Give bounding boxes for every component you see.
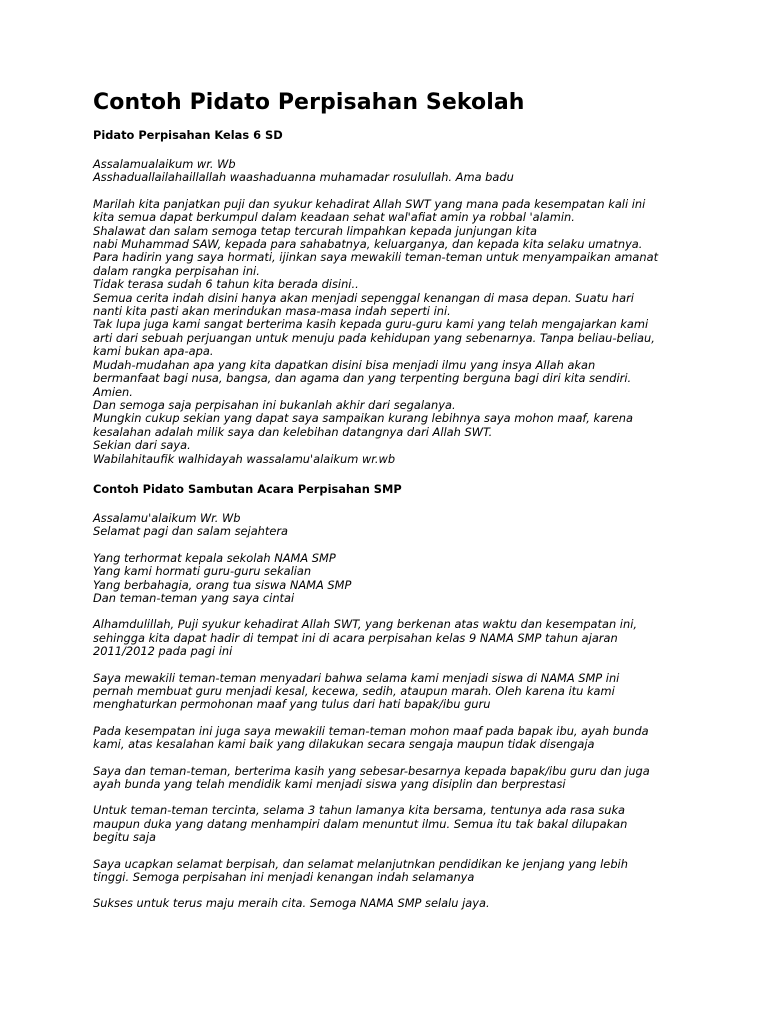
text-line: Yang terhormat kepala sekolah NAMA SMP — [93, 550, 336, 565]
text-line: Yang kami hormati guru-guru sekalian — [93, 564, 312, 579]
text-line: Asshaduallailahaillallah waashaduanna muhamadar rosulullah. Ama badu — [93, 170, 514, 185]
text-line: sehingga kita dapat hadir di tempat ini di acara perpisahan kelas 9 NAMA SMP tahun ajaran — [93, 630, 618, 645]
text-line: Wabilahitaufik walhidayah wassalamu'alaikum wr.wb — [93, 451, 396, 466]
text-line: Pada kesempatan ini juga saya mewakili teman-teman mohon maaf pada bapak ibu, ayah bunda — [93, 723, 649, 738]
section-heading-kelas-6-sd: Pidato Perpisahan Kelas 6 SD — [93, 128, 283, 142]
text-line: Mudah-mudahan apa yang kita dapatkan disini bisa menjadi ilmu yang insya Allah akan — [93, 357, 596, 372]
text-line: kesalahan adalah milik saya dan kelebihan datangnya dari Allah SWT. — [93, 424, 493, 439]
paragraph — [93, 725, 693, 752]
document-title: Contoh Pidato Perpisahan Sekolah — [93, 90, 525, 115]
text-line: dalam rangka perpisahan ini. — [93, 263, 260, 278]
text-line: Amien. — [93, 384, 133, 399]
text-line: Tak lupa juga kami sangat berterima kasih kepada guru-guru kami yang telah mengajarkan kami — [93, 317, 649, 332]
paragraph — [93, 618, 693, 658]
text-line: Yang berbahagia, orang tua siswa NAMA SMP — [93, 577, 352, 592]
paragraph — [93, 672, 693, 712]
text-line: ayah bunda yang telah mendidik kami menjadi siswa yang disiplin dan berprestasi — [93, 777, 566, 792]
text-line: Saya dan teman-teman, berterima kasih yang sebesar-besarnya kepada bapak/ibu guru dan juga — [93, 763, 650, 778]
text-line: Tidak terasa sudah 6 tahun kita berada disini.. — [93, 277, 359, 292]
paragraph — [93, 897, 693, 910]
text-line: maupun duka yang datang menhampiri dalam menuntut ilmu. Semua itu tak bakal dilupakan — [93, 816, 628, 831]
paragraph — [93, 765, 693, 792]
text-line: kita semua dapat berkumpul dalam keadaan sehat wal'afiat amin ya robbal 'alamin. — [93, 210, 575, 225]
speech-body-kelas-6-sd — [93, 158, 693, 466]
text-line: menghaturkan permohonan maaf yang tulus dari hati bapak/ibu guru — [93, 697, 491, 712]
paragraph — [93, 158, 693, 185]
text-line: nabi Muhammad SAW, kepada para sahabatnya, keluarganya, dan kepada kita selaku umatnya. — [93, 237, 643, 252]
paragraph — [93, 858, 693, 885]
speech-body-smp — [93, 512, 693, 911]
text-line: kami bukan apa-apa. — [93, 344, 214, 359]
section-heading-smp: Contoh Pidato Sambutan Acara Perpisahan SMP — [93, 481, 402, 496]
text-line: Dan teman-teman yang saya cintai — [93, 590, 295, 605]
document-page — [93, 90, 693, 911]
text-line: tinggi. Semoga perpisahan ini menjadi kenangan indah selamanya — [93, 870, 475, 885]
text-line: pernah membuat guru menjadi kesal, kecewa, sedih, ataupun marah. Oleh karena itu kami — [93, 684, 615, 698]
text-line: Mungkin cukup sekian yang dapat saya sampaikan kurang lebihnya saya mohon maaf, karena — [93, 411, 633, 426]
text-line: Shalawat dan salam semoga tetap tercurah limpahkan kepada junjungan kita — [93, 223, 537, 238]
text-line: Marilah kita panjatkan puji dan syukur kehadirat Allah SWT yang mana pada kesempatan kali ini — [93, 196, 646, 211]
text-line: Sukses untuk terus maju meraih cita. Semoga NAMA SMP selalu jaya. — [93, 896, 490, 911]
text-line: nanti kita pasti akan merindukan masa-masa indah seperti ini. — [93, 304, 451, 319]
text-line: begitu saja — [93, 830, 156, 845]
text-line: Saya ucapkan selamat berpisah, dan selamat melanjutnkan pendidikan ke jenjang yang lebih — [93, 856, 628, 871]
paragraph — [93, 198, 693, 466]
text-line: Selamat pagi dan salam sejahtera — [93, 524, 289, 539]
text-line: Para hadirin yang saya hormati, ijinkan saya mewakili teman-teman untuk menyampaikan amanat — [93, 250, 659, 265]
text-line: Saya mewakili teman-teman menyadari bahwa selama kami menjadi siswa di NAMA SMP ini — [93, 670, 620, 685]
paragraph — [93, 804, 693, 844]
text-line: Assalamualaikum wr. Wb — [93, 157, 236, 171]
text-line: kami, atas kesalahan kami baik yang dilakukan secara sengaja maupun tidak disengaja — [93, 737, 595, 752]
text-line: Alhamdulillah, Puji syukur kehadirat Allah SWT, yang berkenan atas waktu dan kesempatan ini, — [93, 617, 637, 632]
text-line: Untuk teman-teman tercinta, selama 3 tahun lamanya kita bersama, tentunya ada rasa suka — [93, 803, 626, 818]
paragraph — [93, 512, 693, 539]
text-line: Assalamu'alaikum Wr. Wb — [93, 510, 241, 525]
text-line: bermanfaat bagi nusa, bangsa, dan agama dan yang terpenting berguna bagi diri kita sendiri. — [93, 371, 632, 386]
text-line: Semua cerita indah disini hanya akan menjadi sepenggal kenangan di masa depan. Suatu hari — [93, 290, 634, 305]
text-line: Sekian dari saya. — [93, 438, 191, 453]
text-line: Dan semoga saja perpisahan ini bukanlah akhir dari segalanya. — [93, 397, 456, 412]
text-line: arti dari sebuah perjuangan untuk menuju pada kehidupan yang sebenarnya. Tanpa beliau-beliau, — [93, 330, 655, 345]
paragraph — [93, 552, 693, 606]
text-line: 2011/2012 pada pagi ini — [93, 644, 233, 659]
